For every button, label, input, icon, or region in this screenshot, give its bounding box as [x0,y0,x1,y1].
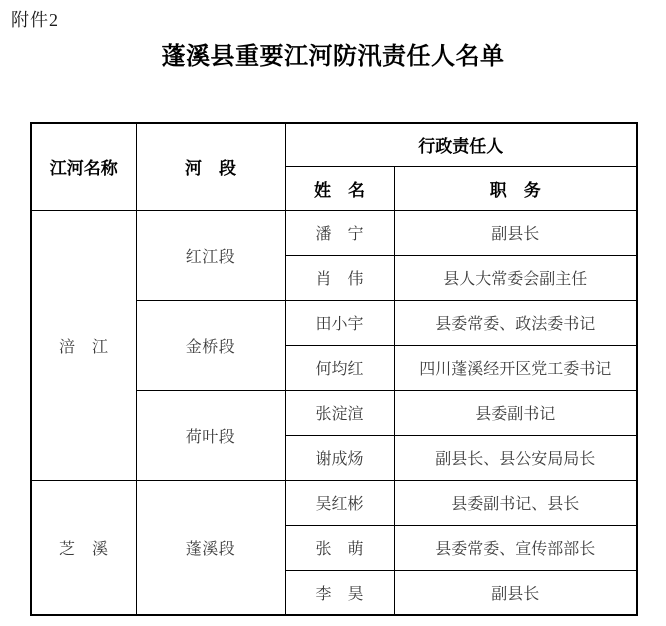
person-name-cell: 张 萌 [285,525,394,570]
person-name-cell: 李 昊 [285,570,394,615]
person-position-cell: 副县长、县公安局局长 [394,435,637,480]
flood-responsibility-table [30,122,638,616]
river-section-cell: 蓬溪段 [136,480,285,615]
person-position-cell: 四川蓬溪经开区党工委书记 [394,345,637,390]
table-row [31,210,637,255]
river-section-cell: 红江段 [136,210,285,300]
col-header-person-name: 姓 名 [285,166,394,210]
person-name-cell: 潘 宁 [285,210,394,255]
river-section-cell: 金桥段 [136,300,285,390]
col-header-position: 职 务 [394,166,637,210]
person-position-cell: 副县长 [394,570,637,615]
river-name-cell: 涪 江 [31,210,136,480]
person-position-cell: 县委副书记、县长 [394,480,637,525]
river-name-cell: 芝 溪 [31,480,136,615]
person-name-cell: 张淀渲 [285,390,394,435]
person-name-cell: 何均红 [285,345,394,390]
table-row [31,480,637,525]
person-name-cell: 肖 伟 [285,255,394,300]
person-position-cell: 副县长 [394,210,637,255]
person-position-cell: 县委常委、宣传部部长 [394,525,637,570]
person-name-cell: 吴红彬 [285,480,394,525]
person-name-cell: 谢成炀 [285,435,394,480]
person-position-cell: 县委副书记 [394,390,637,435]
col-header-river-section: 河 段 [136,123,285,210]
river-section-cell: 荷叶段 [136,390,285,480]
col-header-river-name: 江河名称 [31,123,136,210]
header-row-top [31,123,637,166]
person-name-cell: 田小宇 [285,300,394,345]
person-position-cell: 县人大常委会副主任 [394,255,637,300]
attachment-label: 附件2 [11,10,59,30]
person-position-cell: 县委常委、政法委书记 [394,300,637,345]
col-header-admin-responsible: 行政责任人 [285,123,637,166]
page-title: 蓬溪县重要江河防汛责任人名单 [161,44,505,70]
